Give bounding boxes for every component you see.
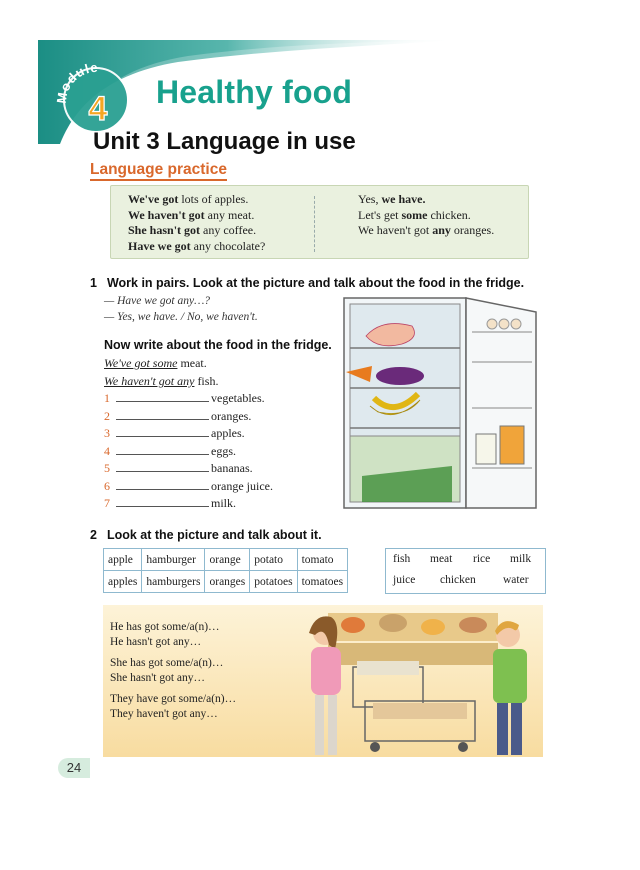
grammar-right-line: Let's get some chicken. [358,207,471,222]
speech-line: He has got some/a(n)… [110,621,220,633]
grammar-right-line: Yes, we have. [358,192,426,206]
fill-item: 3 apples. [104,426,245,440]
dialogue-line: — Have we got any…? [104,295,211,307]
table-cell: tomatoes [297,571,348,593]
grammar-left-line: Have we got any chocolate? [128,238,266,253]
speech-line: She hasn't got any… [110,672,206,684]
unit-title: Unit 3 Language in use [93,128,356,155]
module-badge [52,52,140,140]
page-number: 24 [58,758,90,778]
answer-blank[interactable] [116,408,209,420]
grammar-left-line: We've got lots of apples. [128,192,249,206]
food-word: meat [430,553,453,565]
exercise1-number: 1 [90,276,97,290]
table-cell: tomato [297,549,348,571]
juice-carton-icon [500,426,524,464]
speech-line: He hasn't got any… [110,636,202,648]
fridge-illustration [342,296,538,514]
grammar-left-line: She hasn't got any coffee. [128,223,257,237]
answer-blank[interactable] [116,460,209,472]
exercise2-number: 2 [90,528,97,542]
answer-blank[interactable] [116,390,209,402]
fill-item: 1 vegetables. [104,391,265,405]
table-cell: apples [104,571,142,593]
table-cell: potatoes [250,571,297,593]
table-row [104,549,348,571]
table-cell: potato [250,549,297,571]
fill-item: 7 milk. [104,496,237,510]
answer-blank[interactable] [116,478,209,490]
milk-carton-icon [476,434,496,464]
module-title: Healthy food [156,74,353,110]
exercise1-instruction: Work in pairs. Look at the picture and talk about the food in the fridge. [106,276,525,290]
food-word: rice [473,553,491,565]
grammar-right-line: We haven't got any oranges. [358,223,495,237]
eggplant-icon [376,367,424,385]
example-sentence: We've got some meat. [104,356,207,370]
answer-blank[interactable] [116,495,209,507]
grammar-divider [314,196,315,252]
section-title: Language practice [90,161,227,181]
example-sentence: We haven't got any fish. [104,374,219,388]
table-cell: orange [205,549,250,571]
food-word: water [503,574,529,586]
food-word: chicken [440,574,476,586]
fill-item: 2 oranges. [104,408,252,423]
fill-item: 4 eggs. [104,443,236,458]
exercise2-heading [90,528,322,542]
module-word: Module [53,59,100,105]
speech-line: They haven't got any… [110,708,218,720]
food-word: fish [393,553,411,565]
exercise1-heading [90,276,524,290]
table-cell: hamburger [142,549,205,571]
grammar-left-line: We haven't got any meat. [128,207,255,222]
table-cell: apple [104,549,142,571]
exercise1-subheading: Now write about the food in the fridge. [104,338,332,352]
speech-line: They have got some/a(n)… [110,693,237,705]
exercise2-instruction: Look at the picture and talk about it. [106,528,322,542]
table-cell: oranges [205,571,250,593]
fill-item: 5 bananas. [104,461,253,475]
fill-item: 6 orange juice. [104,478,273,493]
food-word: milk [510,553,532,565]
table-row [104,571,348,593]
speech-line: She has got some/a(n)… [110,657,224,669]
answer-blank[interactable] [116,443,209,455]
dialogue-line: — Yes, we have. / No, we haven't. [104,311,258,323]
countable-nouns-table [103,548,348,593]
module-number: 4 [88,90,108,128]
food-word: juice [393,574,416,586]
answer-blank[interactable] [116,425,209,437]
table-cell: hamburgers [142,571,205,593]
